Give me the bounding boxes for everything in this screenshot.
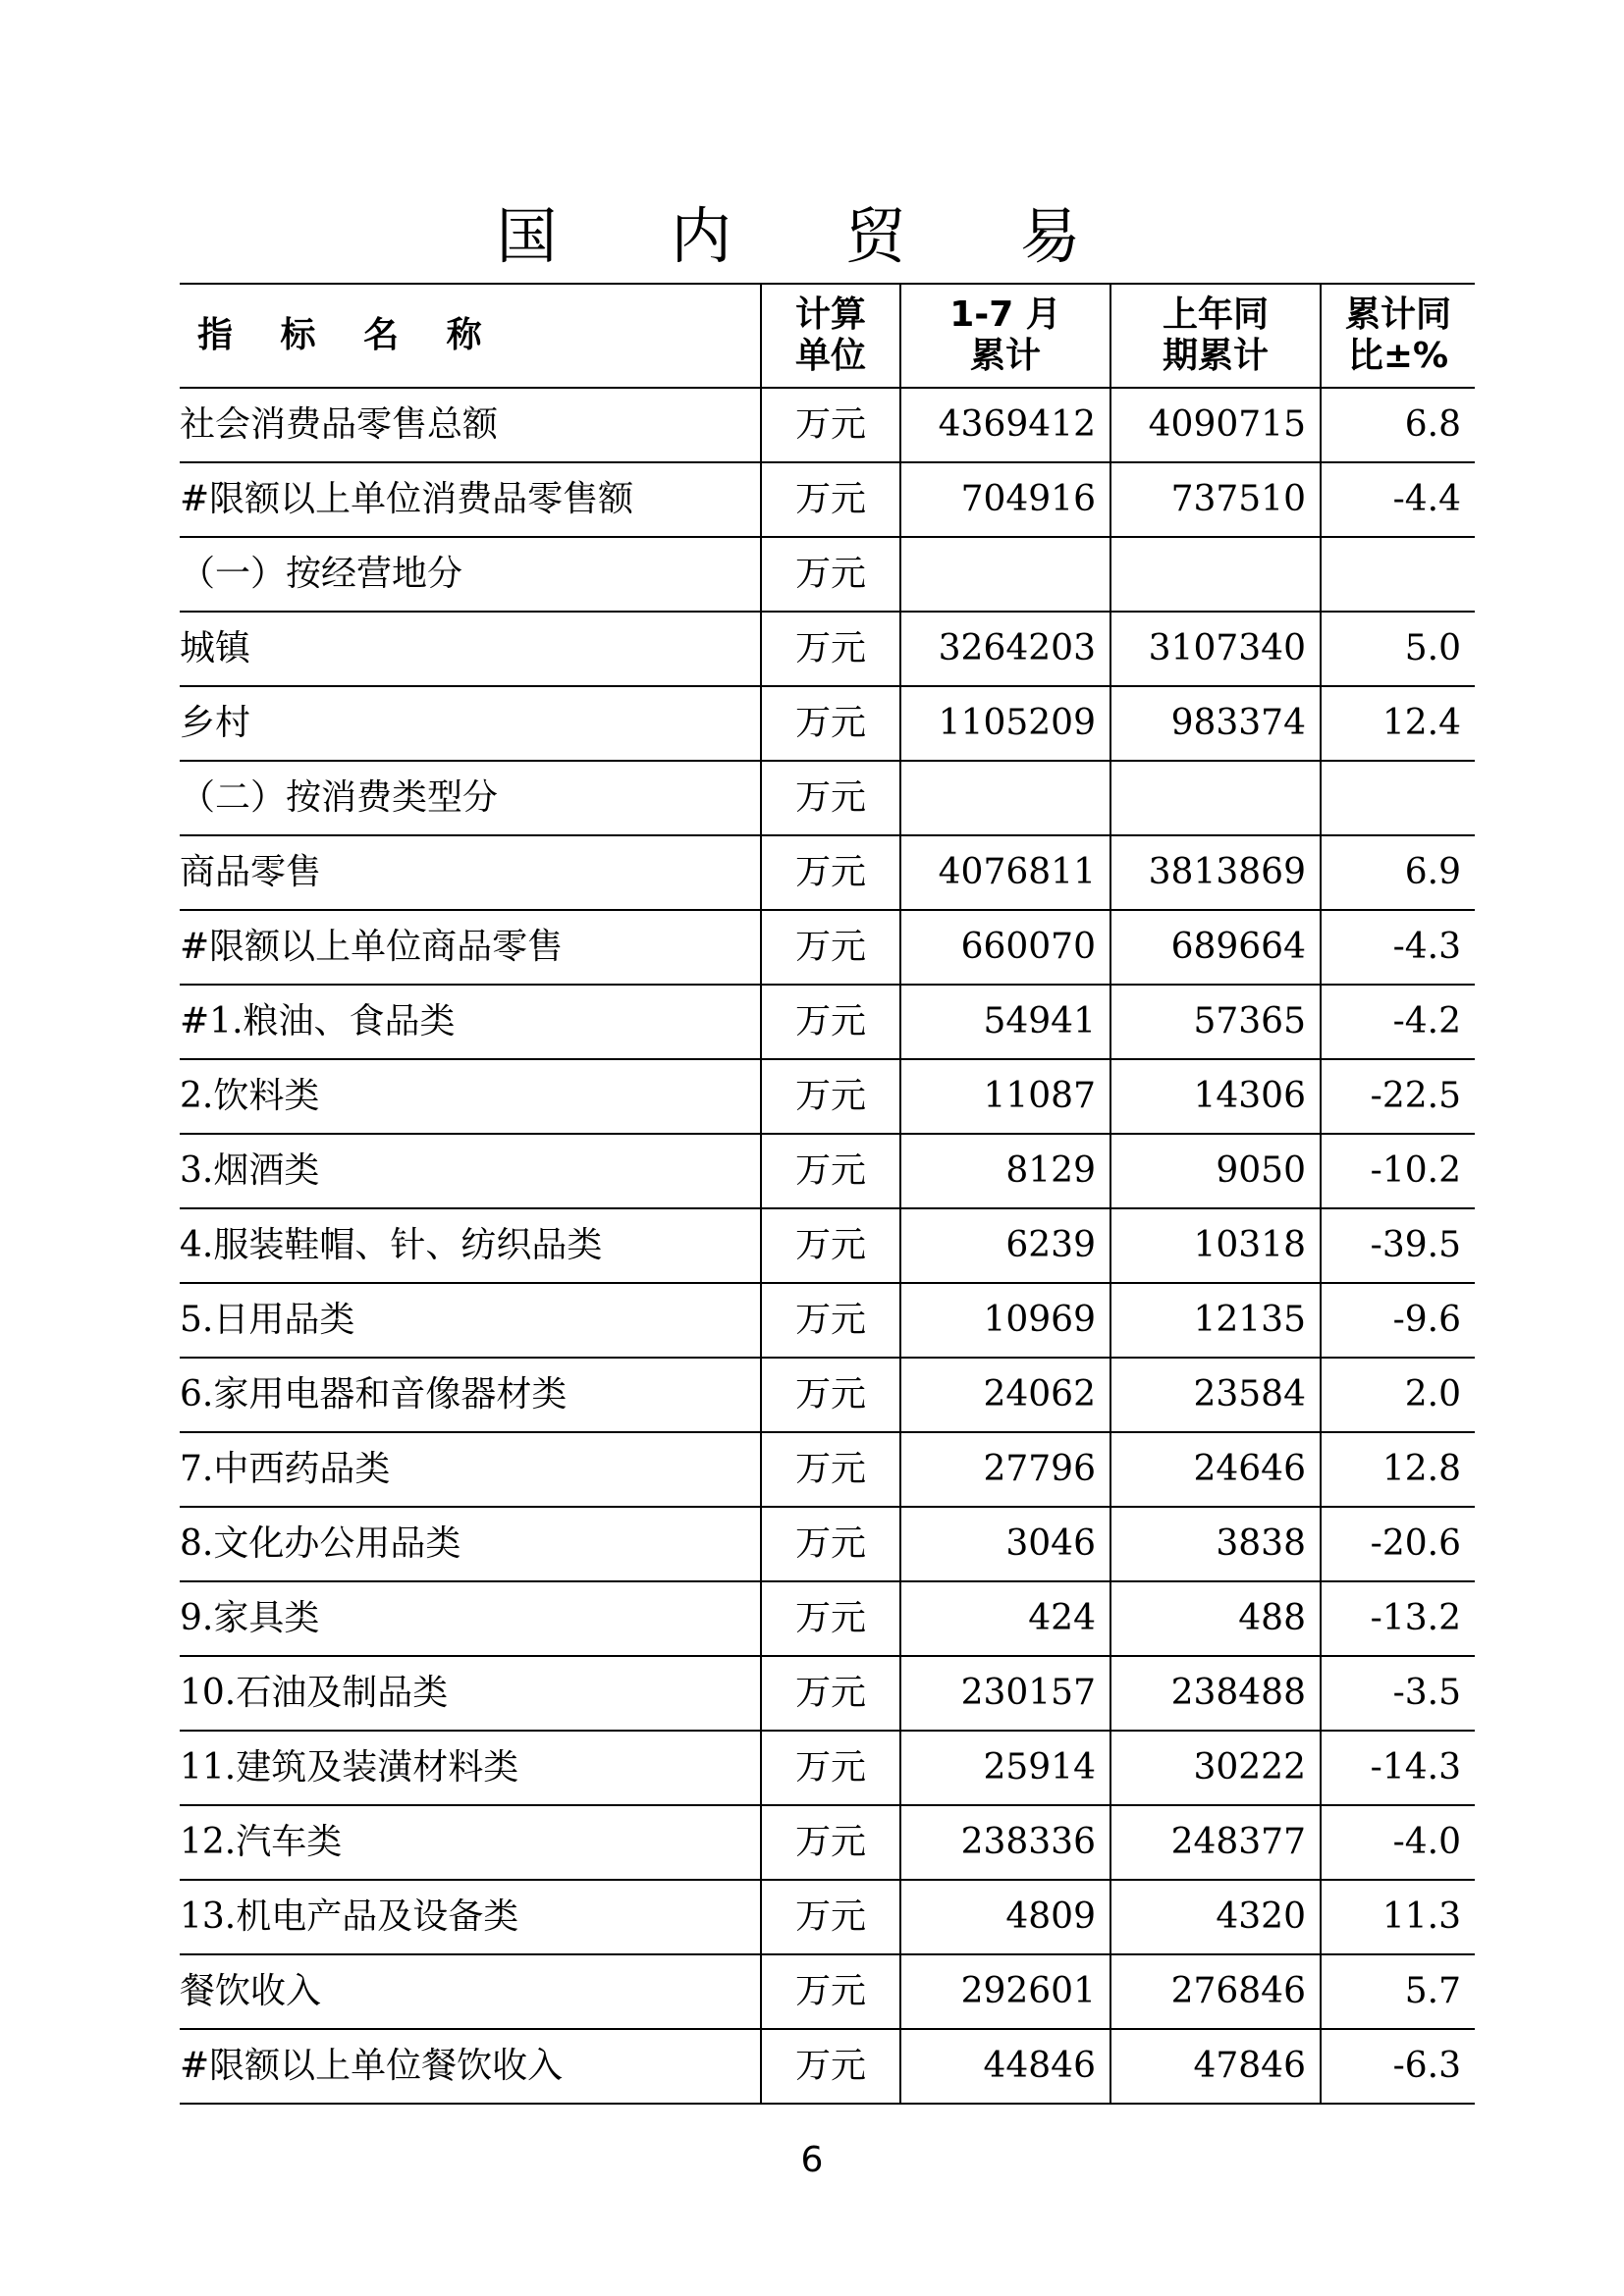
table-row: [180, 388, 1475, 462]
page-title: 国 内 贸 易: [496, 200, 1128, 272]
yoy-change-cell: 6.8: [1321, 388, 1475, 462]
previous-cumulative-cell: 488: [1110, 1581, 1321, 1656]
table-row: [180, 537, 1475, 612]
table-row: [180, 910, 1475, 985]
indicator-name: 4.服装鞋帽、针、纺织品类: [180, 1225, 603, 1265]
table-row: [180, 1134, 1475, 1208]
yoy-change-cell: -10.2: [1321, 1134, 1475, 1208]
current-cumulative-cell: 10969: [900, 1283, 1110, 1358]
previous-cumulative-cell: 24646: [1110, 1432, 1321, 1507]
unit-cell: 万元: [761, 1581, 900, 1656]
header-indicator-name: 指 标 名 称: [197, 315, 500, 355]
previous-cumulative-cell: [1110, 761, 1321, 835]
yoy-change-cell: -4.2: [1321, 985, 1475, 1059]
yoy-change-cell: -4.4: [1321, 462, 1475, 537]
unit-cell: 万元: [761, 910, 900, 985]
header-previous-line1: 上年同: [1162, 294, 1269, 335]
yoy-change-cell: -13.2: [1321, 1581, 1475, 1656]
current-cumulative-cell: [900, 537, 1110, 612]
yoy-change-cell: -6.3: [1321, 2029, 1475, 2104]
previous-cumulative-cell: 737510: [1110, 462, 1321, 537]
previous-cumulative-cell: 3838: [1110, 1507, 1321, 1581]
current-cumulative-cell: 24062: [900, 1358, 1110, 1432]
previous-cumulative-cell: 23584: [1110, 1358, 1321, 1432]
unit-cell: 万元: [761, 2029, 900, 2104]
header-yoy-change: [1321, 284, 1475, 388]
header-yoy-line1: 累计同: [1344, 294, 1451, 335]
unit-cell: 万元: [761, 1208, 900, 1283]
indicator-name: 3.烟酒类: [180, 1150, 320, 1191]
table-body: [180, 388, 1475, 2104]
indicator-name: 乡村: [180, 703, 251, 743]
yoy-change-cell: [1321, 761, 1475, 835]
previous-cumulative-cell: 3813869: [1110, 835, 1321, 910]
yoy-change-cell: 2.0: [1321, 1358, 1475, 1432]
current-cumulative-cell: 238336: [900, 1805, 1110, 1880]
table-header-row: [180, 284, 1475, 388]
indicator-name: 10.石油及制品类: [180, 1673, 449, 1713]
previous-cumulative-cell: 689664: [1110, 910, 1321, 985]
unit-cell: 万元: [761, 1432, 900, 1507]
previous-cumulative-cell: 4090715: [1110, 388, 1321, 462]
unit-cell: 万元: [761, 537, 900, 612]
indicator-name: #限额以上单位商品零售: [180, 927, 564, 967]
yoy-change-cell: -39.5: [1321, 1208, 1475, 1283]
current-cumulative-cell: 54941: [900, 985, 1110, 1059]
current-cumulative-cell: 3264203: [900, 612, 1110, 686]
current-cumulative-cell: 4076811: [900, 835, 1110, 910]
unit-cell: 万元: [761, 462, 900, 537]
current-cumulative-cell: 1105209: [900, 686, 1110, 761]
previous-cumulative-cell: 47846: [1110, 2029, 1321, 2104]
domestic-trade-table: [180, 283, 1475, 2105]
table-row: [180, 835, 1475, 910]
unit-cell: 万元: [761, 1358, 900, 1432]
table-row: [180, 761, 1475, 835]
yoy-change-cell: 6.9: [1321, 835, 1475, 910]
unit-cell: 万元: [761, 985, 900, 1059]
unit-cell: 万元: [761, 835, 900, 910]
yoy-change-cell: -3.5: [1321, 1656, 1475, 1731]
indicator-name: （二）按消费类型分: [180, 777, 499, 818]
unit-cell: 万元: [761, 1805, 900, 1880]
indicator-name: 商品零售: [180, 852, 322, 892]
indicator-name: （一）按经营地分: [180, 554, 463, 594]
current-cumulative-cell: 4809: [900, 1880, 1110, 1954]
yoy-change-cell: 11.3: [1321, 1880, 1475, 1954]
indicator-name: 5.日用品类: [180, 1300, 355, 1340]
current-cumulative-cell: 6239: [900, 1208, 1110, 1283]
header-current-line1: 1-7 月: [949, 294, 1061, 335]
unit-cell: 万元: [761, 1059, 900, 1134]
current-cumulative-cell: 660070: [900, 910, 1110, 985]
table-row: [180, 1208, 1475, 1283]
table-row: [180, 612, 1475, 686]
header-current-cumulative: [900, 284, 1110, 388]
table-row: [180, 1059, 1475, 1134]
header-unit-line2: 单位: [794, 336, 866, 376]
unit-cell: 万元: [761, 1880, 900, 1954]
indicator-name: 城镇: [180, 628, 251, 668]
header-previous-line2: 期累计: [1162, 336, 1269, 376]
indicator-name: 8.文化办公用品类: [180, 1523, 461, 1564]
table-row: [180, 1283, 1475, 1358]
unit-cell: 万元: [761, 1731, 900, 1805]
table-row: [180, 1581, 1475, 1656]
table-row: [180, 1954, 1475, 2029]
current-cumulative-cell: 11087: [900, 1059, 1110, 1134]
current-cumulative-cell: 44846: [900, 2029, 1110, 2104]
previous-cumulative-cell: 10318: [1110, 1208, 1321, 1283]
previous-cumulative-cell: 30222: [1110, 1731, 1321, 1805]
yoy-change-cell: 12.4: [1321, 686, 1475, 761]
indicator-name: #限额以上单位消费品零售额: [180, 479, 634, 519]
unit-cell: 万元: [761, 1134, 900, 1208]
previous-cumulative-cell: 14306: [1110, 1059, 1321, 1134]
header-current-line2: 累计: [969, 336, 1041, 376]
unit-cell: 万元: [761, 686, 900, 761]
current-cumulative-cell: 292601: [900, 1954, 1110, 2029]
previous-cumulative-cell: 276846: [1110, 1954, 1321, 2029]
previous-cumulative-cell: 3107340: [1110, 612, 1321, 686]
unit-cell: 万元: [761, 388, 900, 462]
table-row: [180, 1731, 1475, 1805]
current-cumulative-cell: 4369412: [900, 388, 1110, 462]
yoy-change-cell: 5.7: [1321, 1954, 1475, 2029]
indicator-name: 7.中西药品类: [180, 1449, 391, 1489]
unit-cell: 万元: [761, 761, 900, 835]
current-cumulative-cell: 8129: [900, 1134, 1110, 1208]
header-unit: [761, 284, 900, 388]
indicator-name: 2.饮料类: [180, 1076, 320, 1116]
yoy-change-cell: 12.8: [1321, 1432, 1475, 1507]
yoy-change-cell: [1321, 537, 1475, 612]
previous-cumulative-cell: 983374: [1110, 686, 1321, 761]
table-row: [180, 1358, 1475, 1432]
table-row: [180, 1507, 1475, 1581]
previous-cumulative-cell: 9050: [1110, 1134, 1321, 1208]
indicator-name: 13.机电产品及设备类: [180, 1896, 519, 1937]
previous-cumulative-cell: 4320: [1110, 1880, 1321, 1954]
table-row: [180, 462, 1475, 537]
current-cumulative-cell: 704916: [900, 462, 1110, 537]
indicator-name: #限额以上单位餐饮收入: [180, 2046, 564, 2086]
indicator-name: 社会消费品零售总额: [180, 404, 499, 445]
table-row: [180, 1432, 1475, 1507]
previous-cumulative-cell: [1110, 537, 1321, 612]
yoy-change-cell: -20.6: [1321, 1507, 1475, 1581]
table-row: [180, 686, 1475, 761]
unit-cell: 万元: [761, 1283, 900, 1358]
header-previous-cumulative: [1110, 284, 1321, 388]
table-row: [180, 1805, 1475, 1880]
current-cumulative-cell: 3046: [900, 1507, 1110, 1581]
previous-cumulative-cell: 57365: [1110, 985, 1321, 1059]
previous-cumulative-cell: 248377: [1110, 1805, 1321, 1880]
previous-cumulative-cell: 238488: [1110, 1656, 1321, 1731]
current-cumulative-cell: 25914: [900, 1731, 1110, 1805]
unit-cell: 万元: [761, 612, 900, 686]
indicator-name: 9.家具类: [180, 1598, 320, 1638]
yoy-change-cell: 5.0: [1321, 612, 1475, 686]
current-cumulative-cell: [900, 761, 1110, 835]
indicator-name: 6.家用电器和音像器材类: [180, 1374, 568, 1415]
yoy-change-cell: -4.3: [1321, 910, 1475, 985]
table-row: [180, 1880, 1475, 1954]
current-cumulative-cell: 230157: [900, 1656, 1110, 1731]
table-row: [180, 2029, 1475, 2104]
unit-cell: 万元: [761, 1656, 900, 1731]
previous-cumulative-cell: 12135: [1110, 1283, 1321, 1358]
indicator-name: 餐饮收入: [180, 1971, 322, 2011]
table-row: [180, 1656, 1475, 1731]
current-cumulative-cell: 27796: [900, 1432, 1110, 1507]
header-yoy-line2: 比±%: [1347, 336, 1449, 376]
page-number: 6: [800, 2140, 824, 2180]
unit-cell: 万元: [761, 1954, 900, 2029]
yoy-change-cell: -22.5: [1321, 1059, 1475, 1134]
header-unit-line1: 计算: [794, 294, 866, 335]
indicator-name: 11.建筑及装潢材料类: [180, 1747, 519, 1788]
indicator-name: #1.粮油、食品类: [180, 1001, 456, 1041]
unit-cell: 万元: [761, 1507, 900, 1581]
yoy-change-cell: -14.3: [1321, 1731, 1475, 1805]
table-row: [180, 985, 1475, 1059]
current-cumulative-cell: 424: [900, 1581, 1110, 1656]
yoy-change-cell: -9.6: [1321, 1283, 1475, 1358]
indicator-name: 12.汽车类: [180, 1822, 343, 1862]
yoy-change-cell: -4.0: [1321, 1805, 1475, 1880]
